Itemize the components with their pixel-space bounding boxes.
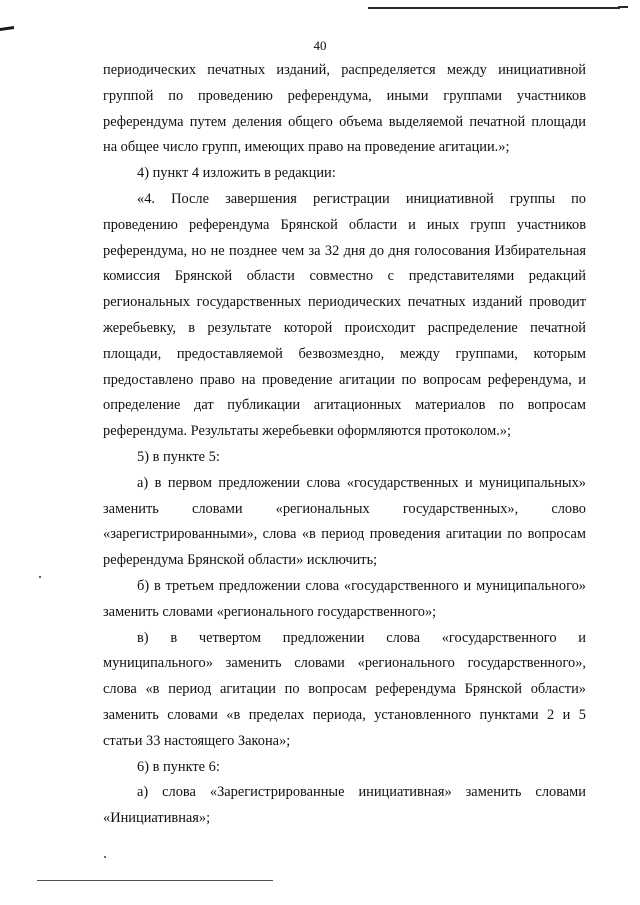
text-line: референдума путем деления общего объема выделяемой печатной площади	[103, 113, 586, 130]
text-line: статьи 33 настоящего Закона»;	[103, 732, 291, 749]
text-line: «4. После завершения регистрации инициативной группы по	[137, 190, 586, 207]
scan-artifact-bottom-line	[37, 880, 273, 881]
text-line: проведению референдума Брянской области и иных групп участников	[103, 216, 586, 233]
text-line: на общее число групп, имеющих право на проведение агитации.»;	[103, 139, 510, 156]
text-line: а) в первом предложении слова «государственных и муниципальных»	[137, 474, 586, 491]
text-line: региональных государственных периодических печатных изданий проводит	[103, 294, 586, 311]
scan-artifact-mark	[0, 26, 14, 31]
text-line: комиссия Брянской области совместно с представителями редакций	[103, 268, 586, 285]
text-line: 5) в пункте 5:	[137, 448, 220, 465]
text-line: группой по проведению референдума, иными группами участников	[103, 87, 586, 104]
scan-artifact-top-line	[368, 7, 620, 9]
text-line: референдума, но не позднее чем за 32 дня до дня голосования Избирательная	[103, 242, 586, 259]
document-body	[103, 58, 586, 832]
page-number: 40	[313, 38, 327, 53]
text-line: периодических печатных изданий, распределяется между инициативной	[103, 62, 586, 78]
text-line: слова «в период агитации по вопросам референдума Брянской области»	[103, 681, 586, 698]
text-line: референдума Брянской области» исключить;	[103, 552, 378, 569]
text-line: а) слова «Зарегистрированные инициативная» заменить словами	[137, 784, 586, 801]
text-line: площади, предоставляемой безвозмездно, между группами, которым	[103, 345, 586, 362]
text-line: «Инициативная»;	[103, 810, 211, 827]
text-line: б) в третьем предложении слова «государственного и муниципального»	[137, 577, 586, 594]
text-line: заменить словами «в пределах периода, установленного пунктами 2 и 5	[103, 706, 586, 723]
text-line: заменить словами «регионального государственного»;	[103, 603, 437, 620]
scan-artifact-dot	[39, 576, 41, 578]
text-line: 6) в пункте 6:	[137, 758, 220, 775]
text-line: муниципального» заменить словами «регионального государственного»,	[103, 655, 586, 672]
text-line: предоставлено право на проведение агитации по вопросам референдума, и	[103, 371, 586, 388]
text-line: заменить словами «региональных государственных», слово	[103, 500, 586, 517]
text-line: определение дат публикации агитационных материалов по вопросам	[103, 397, 586, 414]
text-line: в) в четвертом предложении слова «государственного и	[137, 629, 586, 646]
scan-artifact-dot	[104, 856, 106, 858]
text-line: жеребьевку, в результате которой происходит распределение печатной	[103, 319, 586, 336]
text-line: «зарегистрированными», слова «в период проведения агитации по вопросам	[103, 526, 586, 543]
text-line: 4) пункт 4 изложить в редакции:	[137, 165, 336, 182]
text-line: референдума. Результаты жеребьевки оформляются протоколом.»;	[103, 423, 511, 440]
